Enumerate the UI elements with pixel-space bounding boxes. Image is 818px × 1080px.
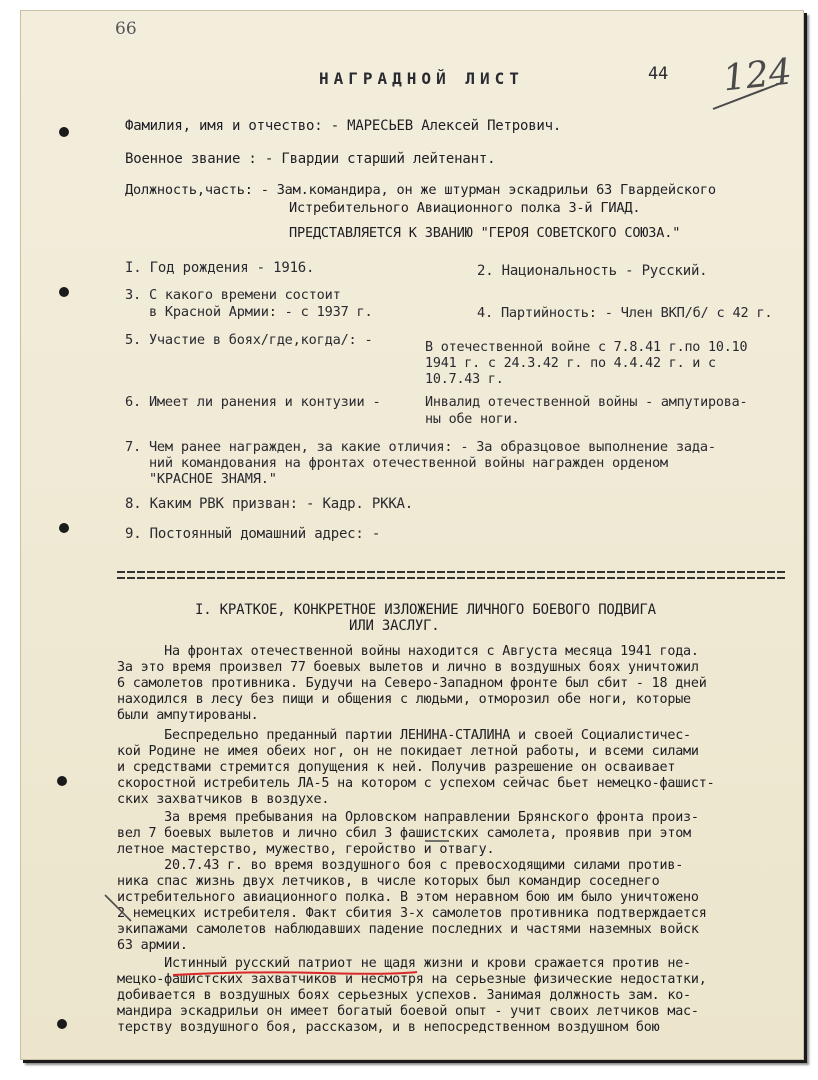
item-combat-value-3: 10.7.43 г. <box>425 372 504 387</box>
body-line: находился в лесу без пищи и общения с людьми, отморозил обе ноги, которые <box>117 692 691 707</box>
body-line: были ампутированы. <box>117 708 259 723</box>
body-line: мандира эскадрильи он имеет богатый боевой опыт - учит своих летчиков мас- <box>117 1004 699 1019</box>
pencil-slash-mark <box>711 77 801 117</box>
body-line: вел 7 боевых вылетов и лично сбил 3 фашистских самолета, проявив при этом <box>117 826 691 841</box>
pencil-underline-3 <box>423 837 453 845</box>
body-line: добивается в воздушных боях серьезных успехов. Занимая должность зам. ко- <box>117 988 691 1003</box>
body-line: За время пребывания на Орловском направлении Брянского фронта произ- <box>117 810 699 825</box>
body-line: кой Родине не имея обеих ног, он не покидает летной работы, и всеми силами <box>117 744 699 759</box>
item-nationality: 2. Национальность - Русский. <box>477 263 708 279</box>
body-line: 6 самолетов противника. Будучи на Северо-Западном фронте был сбит - 18 дней <box>117 676 707 691</box>
body-line: терству воздушного боя, рассказом, и в непосредственном воздушном бою <box>117 1020 660 1035</box>
punch-hole-2 <box>59 287 69 297</box>
page-number: 44 <box>648 64 669 84</box>
nomination-line: ПРЕДСТАВЛЯЕТСЯ К ЗВАНИЮ "ГЕРОЯ СОВЕТСКОГО СОЮЗА." <box>289 225 681 241</box>
item-wounds-value-2: ны обе ноги. <box>425 412 520 427</box>
item-prior-awards-1: 7. Чем ранее награжден, за какие отличия: - За образцовое выполнение зада- <box>125 439 716 455</box>
punch-hole-4 <box>57 776 67 786</box>
item-home-address: 9. Постоянный домашний адрес: - <box>125 526 381 542</box>
field-full-name: Фамилия, имя и отчество: - МАРЕСЬЕВ Алексей Петрович. <box>125 118 562 134</box>
body-line: Беспредельно преданный партии ЛЕНИНА-СТАЛИНА и своей Социалистичес- <box>117 728 691 743</box>
body-line: За это время произвел 77 боевых вылетов и лично в воздушных боях уничтожил <box>117 660 699 675</box>
item-wounds-label: 6. Имеет ли ранения и контузии - <box>125 394 381 410</box>
archive-number: 66 <box>115 19 137 39</box>
item-combat-value-2: 1941 г. с 24.3.42 г. по 4.4.42 г. и с <box>425 356 716 371</box>
body-line: 63 армии. <box>117 938 188 953</box>
item-prior-awards-2: ний командования на фронтах отечественной войны награжден орденом <box>125 455 668 471</box>
body-line: скоростной истребитель ЛА-5 на котором с успехом сейчас бьет немецко-фашист- <box>117 776 715 791</box>
field-position-line-2: Истребительного Авиационного полка 3-й ГИАД. <box>289 200 641 216</box>
award-sheet-page <box>20 10 804 1060</box>
item-prior-awards-3: "КРАСНОЕ ЗНАМЯ." <box>125 471 277 487</box>
item-party: 4. Партийность: - Член ВКП/б/ с 42 г. <box>477 305 773 321</box>
item-combat-value-1: В отечественной войне с 7.8.41 г.по 10.10 <box>425 340 748 355</box>
item-wounds-value-1: Инвалид отечественной войны - ампутирова- <box>425 395 748 410</box>
field-position-line-1: Должность,часть: - Зам.командира, он же штурман эскадрильи 63 Гвардейского <box>125 182 716 198</box>
body-line: и средствами стремится допущения к ней. Получив разрешение он осваивает <box>117 760 676 775</box>
body-line: Истинный русский патриот не щадя жизни и крови сражается против не- <box>117 956 691 971</box>
section-heading-line-2: ИЛИ ЗАСЛУГ. <box>349 618 440 634</box>
punch-hole-5 <box>57 1019 67 1029</box>
field-military-rank: Военное звание : - Гвардии старший лейтенант. <box>125 151 496 167</box>
body-line: экипажами самолетов наблюдавших падение последних и частями наземных войск <box>117 922 699 937</box>
punch-hole-3 <box>59 523 69 533</box>
item-combat-label: 5. Участие в боях/где,когда/: - <box>125 332 373 348</box>
body-line: ника спас жизнь двух летчиков, в числе которых был командир соседнего <box>117 874 660 889</box>
page-title: НАГРАДНОЙ ЛИСТ <box>319 69 524 88</box>
item-birth-year: I. Год рождения - 1916. <box>125 260 315 276</box>
separator-rule-1 <box>117 571 787 573</box>
separator-rule-2 <box>117 577 787 579</box>
body-line: летное мастерство, мужество, геройство и отвагу. <box>117 842 495 857</box>
red-pencil-underline <box>171 967 421 981</box>
body-line: 20.7.43 г. во время воздушного боя с превосходящими силами против- <box>117 858 684 873</box>
body-line: 2 немецких истребителя. Факт сбития 3-х самолетов противника подтверждается <box>117 906 707 921</box>
handwritten-number: 124 <box>721 51 794 100</box>
item-army-since-2: в Красной Армии: - с 1937 г. <box>125 304 373 320</box>
item-conscription: 8. Каким РВК призван: - Кадр. РККА. <box>125 496 414 512</box>
body-line: мецко-фашистских захватчиков и несмотря на серьезные физические недостатки, <box>117 972 707 987</box>
section-heading-line-1: I. КРАТКОЕ, КОНКРЕТНОЕ ИЗЛОЖЕНИЕ ЛИЧНОГО БОЕВОГО ПОДВИГА <box>195 602 656 618</box>
body-line: истребительного авиационного полка. В этом неравном бою им было уничтожено <box>117 890 699 905</box>
item-army-since-1: 3. С какого времени состоит <box>125 287 341 303</box>
body-line: На фронтах отечественной войны находится с Августа месяца 1941 года. <box>117 644 699 659</box>
body-line: ских захватчиков в воздухе. <box>117 792 330 807</box>
pencil-margin-tick <box>101 891 141 931</box>
punch-hole-1 <box>59 127 69 137</box>
